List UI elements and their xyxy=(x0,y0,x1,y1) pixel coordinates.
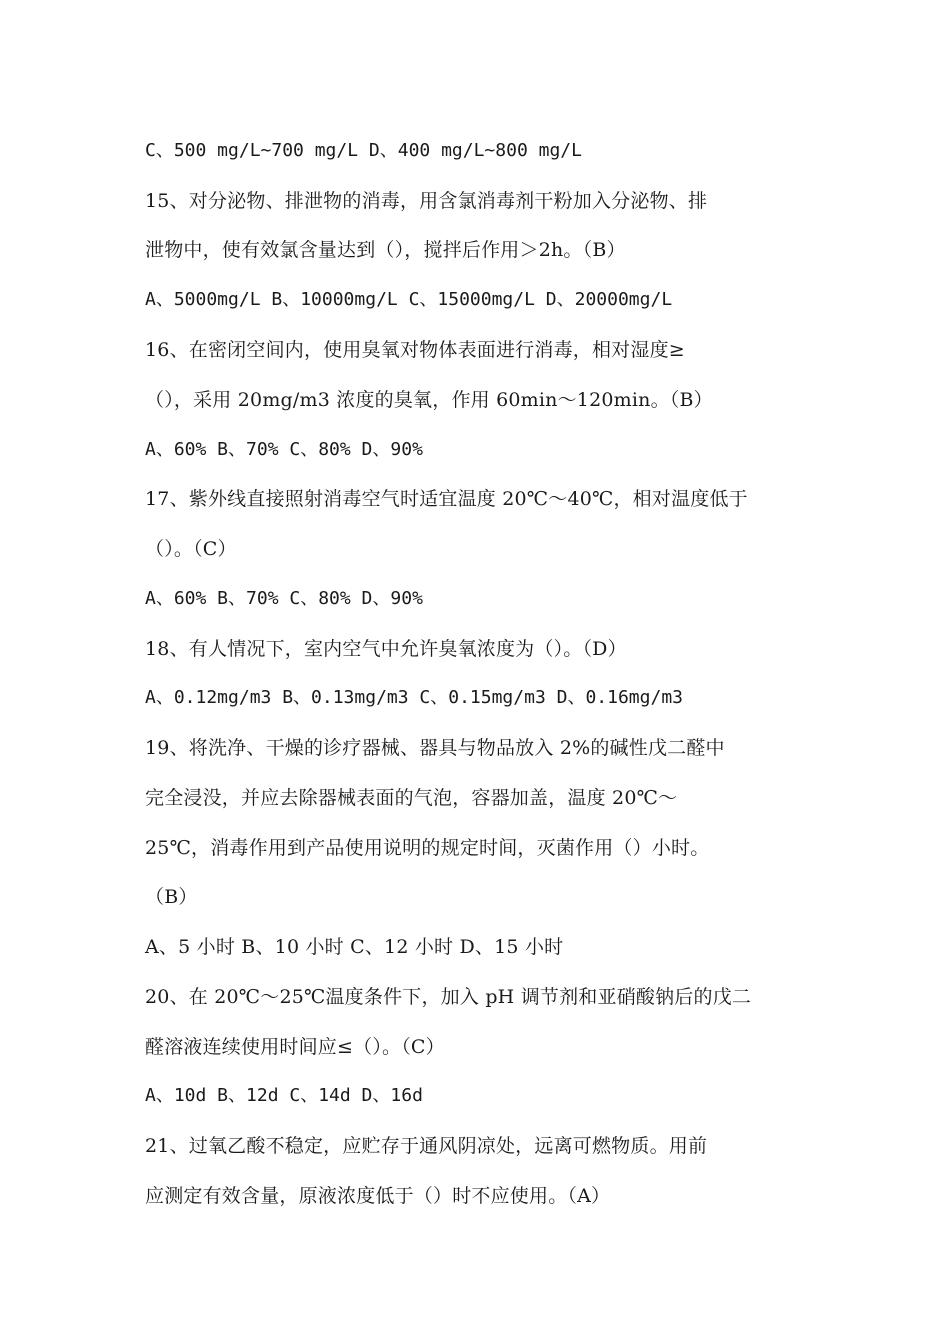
options-16: A、60% B、70% C、80% D、90% xyxy=(145,439,423,460)
question-15-line-1: 15、对分泌物、排泄物的消毒，用含氯消毒剂干粉加入分泌物、排 xyxy=(145,190,708,212)
options-18: A、0.12mg/m3 B、0.13mg/m3 C、0.15mg/m3 D、0.16mg/m3 xyxy=(145,687,683,708)
question-19-line-2: 完全浸没，并应去除器械表面的气泡，容器加盖，温度 20℃～ xyxy=(145,787,678,809)
question-21-line-1: 21、过氧乙酸不稳定，应贮存于通风阴凉处，远离可燃物质。用前 xyxy=(145,1135,708,1157)
options-19: A、5 小时 B、10 小时 C、12 小时 D、15 小时 xyxy=(145,936,564,958)
options-15: A、5000mg/L B、10000mg/L C、15000mg/L D、20000mg/L xyxy=(145,289,673,310)
option-line-14: C、500 mg/L~700 mg/L D、400 mg/L~800 mg/L xyxy=(145,140,582,161)
question-21-line-2: 应测定有效含量，原液浓度低于（）时不应使用。（A） xyxy=(145,1185,611,1207)
question-19-line-1: 19、将洗净、干燥的诊疗器械、器具与物品放入 2%的碱性戊二醛中 xyxy=(145,737,725,759)
options-17: A、60% B、70% C、80% D、90% xyxy=(145,588,423,609)
question-20-line-1: 20、在 20℃～25℃温度条件下，加入 pH 调节剂和亚硝酸钠后的戊二 xyxy=(145,986,752,1008)
question-17-line-1: 17、紫外线直接照射消毒空气时适宜温度 20℃～40℃，相对温度低于 xyxy=(145,488,748,510)
options-20: A、10d B、12d C、14d D、16d xyxy=(145,1085,423,1106)
question-16-line-1: 16、在密闭空间内，使用臭氧对物体表面进行消毒，相对湿度≥ xyxy=(145,339,685,361)
question-19-line-3: 25℃，消毒作用到产品使用说明的规定时间，灭菌作用（）小时。 xyxy=(145,837,710,859)
question-20-line-2: 醛溶液连续使用时间应≤（）。（C） xyxy=(145,1036,445,1058)
question-19-line-4: （B） xyxy=(145,886,198,908)
question-17-line-2: （）。（C） xyxy=(145,538,237,560)
question-15-line-2: 泄物中，使有效氯含量达到（），搅拌后作用＞2h。（B） xyxy=(145,239,626,261)
question-18-line-1: 18、有人情况下，室内空气中允许臭氧浓度为（）。（D） xyxy=(145,638,627,660)
question-16-line-2: （），采用 20mg/m3 浓度的臭氧，作用 60min～120min。（B） xyxy=(145,389,713,411)
